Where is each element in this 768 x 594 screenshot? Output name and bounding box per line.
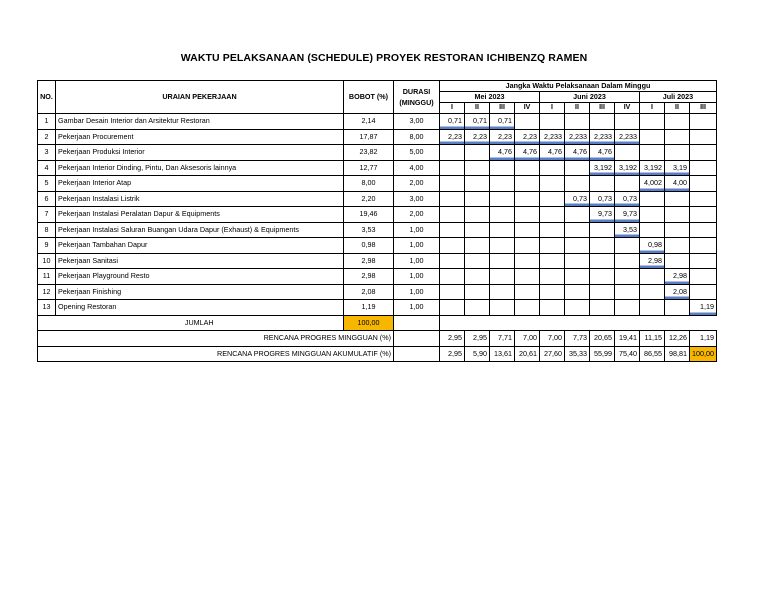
week-cell — [515, 222, 540, 238]
week-cell — [690, 176, 717, 192]
week-cell — [465, 222, 490, 238]
week-bar-cell: 0,73 — [590, 191, 615, 207]
table-row — [38, 176, 717, 192]
week-cell — [615, 176, 640, 192]
week-bar-cell: 2,23 — [440, 129, 465, 145]
progress-cell: 2,95 — [440, 346, 465, 362]
week-cell — [690, 222, 717, 238]
progress-cell: 12,26 — [665, 331, 690, 347]
week-bar-cell: 4,76 — [515, 145, 540, 161]
week-cell — [690, 160, 717, 176]
week-cell — [440, 253, 465, 269]
progress-cell: 98,81 — [665, 346, 690, 362]
header-durasi-line1: DURASI — [402, 87, 431, 96]
row-bobot: 2,98 — [344, 269, 394, 285]
row-uraian: Pekerjaan Finishing — [56, 284, 344, 300]
week-cell — [565, 238, 590, 254]
week-bar-cell: 2,98 — [665, 269, 690, 285]
week-cell — [490, 253, 515, 269]
week-bar-cell: 2,23 — [465, 129, 490, 145]
week-bar-cell: 4,76 — [565, 145, 590, 161]
row-uraian: Pekerjaan Procurement — [56, 129, 344, 145]
progress-cell: 11,15 — [640, 331, 665, 347]
week-bar-cell: 9,73 — [590, 207, 615, 223]
row-bobot: 12,77 — [344, 160, 394, 176]
week-bar-cell: 4,76 — [540, 145, 565, 161]
week-bar-cell: 0,73 — [565, 191, 590, 207]
row-no: 2 — [38, 129, 56, 145]
week-cell — [590, 222, 615, 238]
jumlah-value: 100,00 — [344, 315, 394, 331]
week-cell — [465, 300, 490, 316]
row-durasi: 1,00 — [394, 269, 440, 285]
week-cell — [665, 129, 690, 145]
header-jangka: Jangka Waktu Pelaksanaan Dalam Minggu — [440, 81, 717, 92]
week-cell — [640, 207, 665, 223]
week-bar-cell: 2,23 — [490, 129, 515, 145]
week-cell — [515, 269, 540, 285]
week-cell — [640, 269, 665, 285]
header-week: II — [465, 103, 490, 114]
week-cell — [665, 114, 690, 130]
week-cell — [440, 222, 465, 238]
week-cell — [640, 191, 665, 207]
progress-cell: 100,00 — [690, 346, 717, 362]
week-cell — [565, 269, 590, 285]
week-cell — [465, 191, 490, 207]
row-uraian: Pekerjaan Interior Atap — [56, 176, 344, 192]
row-durasi: 1,00 — [394, 253, 440, 269]
week-cell — [515, 284, 540, 300]
jumlah-row — [38, 315, 717, 331]
week-cell — [690, 253, 717, 269]
row-no: 1 — [38, 114, 56, 130]
week-cell — [490, 207, 515, 223]
row-no: 9 — [38, 238, 56, 254]
progress-cell: 20,61 — [515, 346, 540, 362]
week-cell — [465, 253, 490, 269]
week-bar-cell: 4,76 — [490, 145, 515, 161]
table-row — [38, 238, 717, 254]
header-no: NO. — [38, 81, 56, 114]
week-bar-cell: 0,71 — [440, 114, 465, 130]
row-uraian: Pekerjaan Produksi Interior — [56, 145, 344, 161]
progress-cumulative-row-empty — [394, 346, 440, 362]
week-cell — [665, 300, 690, 316]
week-cell — [440, 191, 465, 207]
header-week: II — [565, 103, 590, 114]
progress-cell: 2,95 — [440, 331, 465, 347]
week-cell — [665, 191, 690, 207]
progress-cell: 7,00 — [515, 331, 540, 347]
week-bar-cell: 3,192 — [615, 160, 640, 176]
progress-cell: 55,99 — [590, 346, 615, 362]
table-row — [38, 269, 717, 285]
week-cell — [665, 207, 690, 223]
week-cell — [665, 253, 690, 269]
row-uraian: Pekerjaan Tambahan Dapur — [56, 238, 344, 254]
week-cell — [665, 145, 690, 161]
week-cell — [515, 253, 540, 269]
week-cell — [515, 114, 540, 130]
week-cell — [515, 160, 540, 176]
week-cell — [465, 176, 490, 192]
header-week: III — [590, 103, 615, 114]
header-week: I — [640, 103, 665, 114]
row-no: 3 — [38, 145, 56, 161]
week-cell — [515, 238, 540, 254]
progress-cell: 13,61 — [490, 346, 515, 362]
week-cell — [565, 207, 590, 223]
week-cell — [465, 269, 490, 285]
row-durasi: 1,00 — [394, 238, 440, 254]
row-bobot: 2,98 — [344, 253, 394, 269]
row-durasi: 2,00 — [394, 176, 440, 192]
progress-cell: 75,40 — [615, 346, 640, 362]
week-cell — [490, 160, 515, 176]
week-cell — [590, 284, 615, 300]
week-cell — [690, 145, 717, 161]
jumlah-empty — [394, 315, 440, 331]
row-uraian: Opening Restoran — [56, 300, 344, 316]
week-bar-cell: 4,002 — [640, 176, 665, 192]
week-bar-cell: 4,76 — [590, 145, 615, 161]
row-durasi: 3,00 — [394, 191, 440, 207]
week-bar-cell: 0,98 — [640, 238, 665, 254]
week-bar-cell: 2,233 — [590, 129, 615, 145]
week-cell — [515, 207, 540, 223]
row-no: 5 — [38, 176, 56, 192]
week-cell — [490, 222, 515, 238]
week-cell — [615, 300, 640, 316]
week-cell — [490, 191, 515, 207]
row-durasi: 1,00 — [394, 284, 440, 300]
week-cell — [540, 176, 565, 192]
week-cell — [440, 176, 465, 192]
row-no: 11 — [38, 269, 56, 285]
week-cell — [615, 114, 640, 130]
header-week: IV — [615, 103, 640, 114]
week-cell — [565, 253, 590, 269]
row-no: 12 — [38, 284, 56, 300]
week-cell — [690, 238, 717, 254]
row-no: 8 — [38, 222, 56, 238]
header-week: IV — [515, 103, 540, 114]
row-bobot: 2,14 — [344, 114, 394, 130]
week-cell — [590, 114, 615, 130]
progress-weekly-row-empty — [394, 331, 440, 347]
progress-cell: 1,19 — [690, 331, 717, 347]
header-week: III — [690, 103, 717, 114]
week-cell — [440, 300, 465, 316]
week-cell — [690, 191, 717, 207]
header-uraian: URAIAN PEKERJAAN — [56, 81, 344, 114]
row-uraian: Pekerjaan Interior Dinding, Pintu, Dan Aksesoris lainnya — [56, 160, 344, 176]
table-row — [38, 253, 717, 269]
week-cell — [465, 145, 490, 161]
row-uraian: Pekerjaan Instalasi Saluran Buangan Udara Dapur (Exhaust) & Equipments — [56, 222, 344, 238]
table-row — [38, 160, 717, 176]
table-row — [38, 191, 717, 207]
week-bar-cell: 3,53 — [615, 222, 640, 238]
week-cell — [665, 238, 690, 254]
header-week: III — [490, 103, 515, 114]
row-durasi: 5,00 — [394, 145, 440, 161]
progress-cell: 20,65 — [590, 331, 615, 347]
week-bar-cell: 2,233 — [615, 129, 640, 145]
row-bobot: 3,53 — [344, 222, 394, 238]
week-bar-cell: 0,73 — [615, 191, 640, 207]
week-cell — [615, 284, 640, 300]
week-cell — [515, 176, 540, 192]
header-durasi-line2: (MINGGU) — [399, 98, 434, 107]
progress-cumulative-row-label: RENCANA PROGRES MINGGUAN AKUMULATIF (%) — [38, 346, 394, 362]
progress-cell: 27,60 — [540, 346, 565, 362]
week-cell — [440, 207, 465, 223]
week-cell — [590, 253, 615, 269]
progress-weekly-row-label: RENCANA PROGRES MINGGUAN (%) — [38, 331, 394, 347]
table-row — [38, 300, 717, 316]
week-cell — [565, 284, 590, 300]
week-cell — [615, 145, 640, 161]
week-bar-cell: 3,19 — [665, 160, 690, 176]
document-title: WAKTU PELAKSANAAN (SCHEDULE) PROYEK RESTORAN ICHIBENZQ RAMEN — [180, 52, 588, 64]
week-cell — [490, 176, 515, 192]
week-cell — [490, 269, 515, 285]
week-cell — [490, 238, 515, 254]
week-cell — [540, 269, 565, 285]
week-cell — [540, 238, 565, 254]
row-uraian: Pekerjaan Instalasi Peralatan Dapur & Equipments — [56, 207, 344, 223]
jumlah-spacer — [38, 315, 56, 331]
week-bar-cell: 3,192 — [640, 160, 665, 176]
week-cell — [515, 300, 540, 316]
row-uraian: Pekerjaan Sanitasi — [56, 253, 344, 269]
row-durasi: 2,00 — [394, 207, 440, 223]
row-bobot: 19,46 — [344, 207, 394, 223]
week-cell — [540, 253, 565, 269]
week-cell — [440, 284, 465, 300]
row-durasi: 8,00 — [394, 129, 440, 145]
week-bar-cell: 0,71 — [490, 114, 515, 130]
week-cell — [540, 191, 565, 207]
week-cell — [615, 269, 640, 285]
header-month-juli: Juli 2023 — [640, 92, 717, 103]
week-cell — [565, 300, 590, 316]
table-row — [38, 145, 717, 161]
week-cell — [640, 300, 665, 316]
week-cell — [565, 222, 590, 238]
week-cell — [440, 160, 465, 176]
progress-cell: 7,73 — [565, 331, 590, 347]
schedule-table — [37, 80, 717, 362]
row-bobot: 8,00 — [344, 176, 394, 192]
row-bobot: 17,87 — [344, 129, 394, 145]
week-cell — [465, 284, 490, 300]
table-row — [38, 114, 717, 130]
progress-cell: 35,33 — [565, 346, 590, 362]
week-bar-cell: 4,00 — [665, 176, 690, 192]
week-cell — [465, 160, 490, 176]
week-cell — [540, 222, 565, 238]
row-no: 4 — [38, 160, 56, 176]
week-cell — [640, 222, 665, 238]
week-cell — [565, 160, 590, 176]
progress-cell: 5,90 — [465, 346, 490, 362]
row-durasi: 4,00 — [394, 160, 440, 176]
row-no: 13 — [38, 300, 56, 316]
row-no: 6 — [38, 191, 56, 207]
week-cell — [640, 114, 665, 130]
week-cell — [540, 114, 565, 130]
week-cell — [540, 300, 565, 316]
table-row — [38, 284, 717, 300]
header-month-mei: Mei 2023 — [440, 92, 540, 103]
progress-cumulative-row — [38, 346, 717, 362]
progress-cell: 7,00 — [540, 331, 565, 347]
jumlah-label: JUMLAH — [56, 315, 344, 331]
row-uraian: Pekerjaan Instalasi Listrik — [56, 191, 344, 207]
week-bar-cell: 9,73 — [615, 207, 640, 223]
row-durasi: 3,00 — [394, 114, 440, 130]
progress-cell: 7,71 — [490, 331, 515, 347]
week-cell — [490, 284, 515, 300]
jumlah-empty-weeks — [440, 315, 717, 331]
week-cell — [515, 191, 540, 207]
week-cell — [615, 238, 640, 254]
week-bar-cell: 2,98 — [640, 253, 665, 269]
week-cell — [690, 129, 717, 145]
progress-cell: 86,55 — [640, 346, 665, 362]
table-row — [38, 222, 717, 238]
table-row — [38, 207, 717, 223]
table-row — [38, 129, 717, 145]
progress-weekly-row — [38, 331, 717, 347]
week-bar-cell: 3,192 — [590, 160, 615, 176]
week-bar-cell: 1,19 — [690, 300, 717, 316]
week-cell — [640, 145, 665, 161]
week-cell — [540, 207, 565, 223]
row-durasi: 1,00 — [394, 222, 440, 238]
progress-cell: 2,95 — [465, 331, 490, 347]
row-durasi: 1,00 — [394, 300, 440, 316]
week-bar-cell: 0,71 — [465, 114, 490, 130]
week-cell — [565, 176, 590, 192]
week-cell — [590, 269, 615, 285]
header-week: I — [540, 103, 565, 114]
week-cell — [665, 222, 690, 238]
row-uraian: Gambar Desain Interior dan Arsitektur Restoran — [56, 114, 344, 130]
week-cell — [690, 284, 717, 300]
week-cell — [440, 238, 465, 254]
row-bobot: 1,19 — [344, 300, 394, 316]
week-cell — [565, 114, 590, 130]
week-cell — [590, 300, 615, 316]
week-cell — [590, 176, 615, 192]
week-cell — [465, 238, 490, 254]
row-bobot: 2,08 — [344, 284, 394, 300]
row-bobot: 0,98 — [344, 238, 394, 254]
week-cell — [490, 300, 515, 316]
week-cell — [465, 207, 490, 223]
row-no: 10 — [38, 253, 56, 269]
week-cell — [690, 269, 717, 285]
week-cell — [540, 160, 565, 176]
week-bar-cell: 2,23 — [515, 129, 540, 145]
week-bar-cell: 2,233 — [540, 129, 565, 145]
week-cell — [540, 284, 565, 300]
week-cell — [640, 129, 665, 145]
week-cell — [440, 269, 465, 285]
week-cell — [690, 207, 717, 223]
row-bobot: 23,82 — [344, 145, 394, 161]
week-cell — [590, 238, 615, 254]
week-cell — [640, 284, 665, 300]
row-no: 7 — [38, 207, 56, 223]
header-durasi — [394, 81, 440, 114]
progress-cell: 19,41 — [615, 331, 640, 347]
header-bobot: BOBOT (%) — [344, 81, 394, 114]
week-cell — [690, 114, 717, 130]
week-cell — [615, 253, 640, 269]
week-bar-cell: 2,08 — [665, 284, 690, 300]
header-month-juni: Juni 2023 — [540, 92, 640, 103]
row-bobot: 2,20 — [344, 191, 394, 207]
row-uraian: Pekerjaan Playground Resto — [56, 269, 344, 285]
header-week: II — [665, 103, 690, 114]
week-bar-cell: 2,233 — [565, 129, 590, 145]
week-cell — [440, 145, 465, 161]
header-week: I — [440, 103, 465, 114]
